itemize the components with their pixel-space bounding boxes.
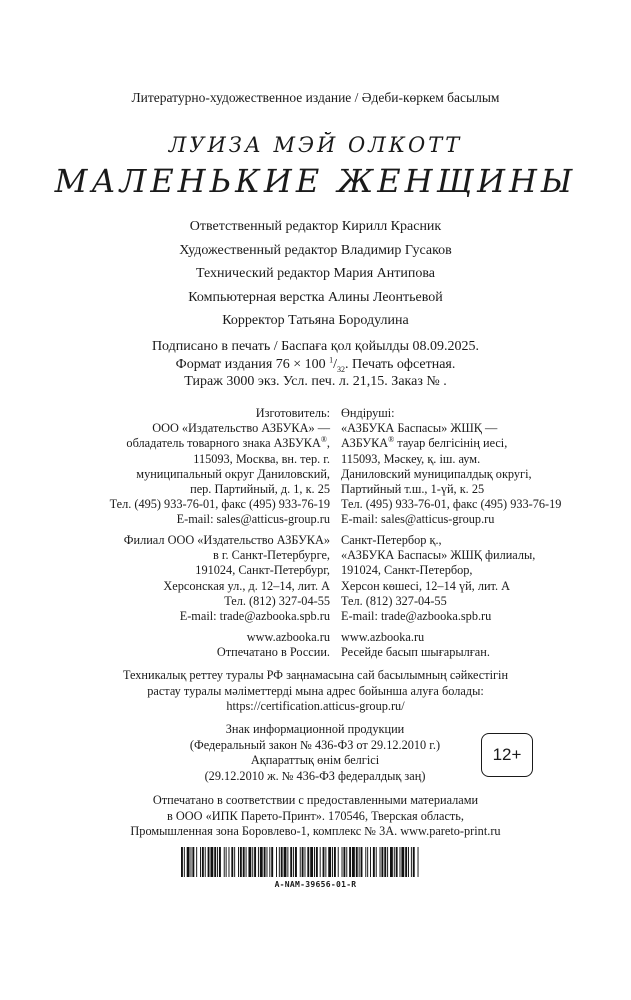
printer-line: Промышленная зона Боровлево-1, комплекс № 3А. www.pareto-print.ru (130, 824, 501, 838)
barcode-bar (352, 847, 355, 877)
barcode-bar (418, 847, 419, 877)
branch-line: Херсонская ул., д. 12–14, лит. А (163, 578, 330, 593)
barcode-bar (246, 847, 247, 877)
age-rating-badge: 12+ (481, 733, 533, 777)
barcode-number: A-NAM-39656-01-R (274, 880, 357, 889)
barcode-bar (234, 847, 235, 877)
trademark-suffix: тауар белгісінің иесі, (394, 436, 508, 451)
barcode-bar (359, 847, 360, 877)
barcode-bar (343, 847, 345, 877)
branch-line: 191024, Санкт-Петербор, (341, 563, 473, 578)
cert-line: Техникалық реттеу туралы РФ заңнамасына сай басылымның сәйкестігін (122, 668, 509, 682)
staff-line: Ответственный редактор Кирилл Красник (189, 219, 442, 234)
barcode-bar (258, 847, 259, 877)
email-line: E-mail: sales@atticus-group.ru (341, 512, 495, 527)
cert-url[interactable]: https://certification.atticus-group.ru/ (226, 699, 405, 713)
manufacturer-block (90, 406, 590, 531)
branch-line: «АЗБУКА Баспасы» ЖШҚ филиалы, (341, 548, 536, 563)
barcode-bar (202, 847, 204, 877)
barcode-bar (238, 847, 239, 877)
barcode-bar (302, 847, 304, 877)
barcode-bar (281, 847, 283, 877)
barcode-bar (390, 847, 393, 877)
barcode-bar (320, 847, 321, 877)
title-lettering (0, 160, 631, 200)
barcode-bar (196, 847, 197, 877)
barcode-bar (287, 847, 288, 877)
address-line: 115093, Мәскеу, қ. іш. аум. (341, 451, 481, 466)
trademark-text: обладатель товарного знака АЗБУКА (126, 436, 321, 451)
barcode-bar (254, 847, 256, 877)
svg-text:Маленькие женщины: Маленькие женщины (54, 162, 577, 200)
barcode-bar (314, 847, 315, 877)
barcode-bar (325, 847, 326, 877)
trademark-suffix: , (326, 436, 330, 451)
printer-line: Отпечатано в соответствии с предоставленными материалами (152, 793, 479, 807)
barcode-bar (408, 847, 409, 877)
staff-line: Художественный редактор Владимир Гусаков (179, 242, 452, 258)
branch-block (90, 533, 590, 628)
staff-line: Компьютерная верстка Алины Леонтьевой (188, 289, 443, 305)
barcode-bar (338, 847, 339, 877)
barcode-bar (323, 847, 325, 877)
barcode-bar (370, 847, 371, 877)
printer-info (0, 793, 631, 840)
barcode-bar (305, 847, 306, 877)
address-line: Даниловский муниципалдық округі, (341, 466, 532, 481)
trademark-text: АЗБУКА (341, 436, 389, 451)
book-title (0, 160, 631, 209)
editorial-staff (0, 215, 631, 333)
website-link[interactable]: www.azbooka.ru (246, 630, 330, 644)
barcode-bar (210, 847, 213, 877)
barcode-bar (217, 847, 218, 877)
barcode-bar (346, 847, 347, 877)
trademark-line (341, 436, 601, 451)
barcode (181, 847, 419, 877)
phone-line: Тел. (812) 327-04-55 (224, 593, 330, 608)
branch-line: Санкт-Петербор қ., (341, 533, 442, 547)
registered-mark: ® (388, 435, 395, 445)
barcode-bar (252, 847, 253, 877)
barcode-bar (376, 847, 377, 877)
barcode-bar (276, 847, 277, 877)
print-details (0, 338, 631, 391)
info-line: (29.12.2010 ж. № 436-ФЗ федералдық заң) (204, 768, 426, 783)
info-line: Ақпараттық өнім белгісі (250, 753, 380, 767)
branch-line: Филиал ООО «Издательство АЗБУКА» (123, 533, 330, 547)
barcode-bar (243, 847, 245, 877)
barcode-bar (240, 847, 242, 877)
barcode-bar (413, 847, 415, 877)
website-ru (90, 630, 330, 660)
barcode-bar (367, 847, 368, 877)
address-line: пер. Партийный, д. 1, к. 25 (190, 482, 330, 497)
trademark-line (90, 436, 330, 451)
barcode-bar (248, 847, 251, 877)
barcode-bar (295, 847, 297, 877)
barcode-bar (284, 847, 287, 877)
barcode-bar (219, 847, 221, 877)
barcode-bar (293, 847, 294, 877)
manufacturer-heading: Изготовитель: (255, 406, 330, 420)
edition-type: Литературно-художественное издание / Әдеби-көркем басылым (131, 90, 500, 105)
barcode-bar (361, 847, 363, 877)
email-line: E-mail: trade@azbooka.spb.ru (179, 609, 330, 624)
barcode-bar (224, 847, 225, 877)
barcode-bar (229, 847, 230, 877)
information-sign (160, 722, 470, 784)
barcode-bar (349, 847, 351, 877)
barcode-bar (271, 847, 273, 877)
run-line: Тираж 3000 экз. Усл. печ. л. 21,15. Заказ № . (184, 374, 447, 389)
branch-ru (90, 533, 330, 624)
info-line: (Федеральный закон № 436-ФЗ от 29.12.2010 г.) (189, 737, 441, 752)
website-link[interactable]: www.azbooka.ru (341, 630, 425, 644)
barcode-bar (187, 847, 190, 877)
signed-line: Подписано в печать / Баспаға қол қойылды 08.09.2025. (151, 339, 480, 354)
barcode-bar (269, 847, 270, 877)
staff-line: Корректор Татьяна Бородулина (222, 313, 409, 328)
printed-in-note: Ресейде басып шығарылған. (341, 645, 490, 660)
svg-text:Луиза Мэй Олкотт: Луиза Мэй Олкотт (168, 133, 463, 157)
website-block (90, 630, 590, 664)
email-line: E-mail: sales@atticus-group.ru (176, 512, 330, 527)
branch-line: Херсон көшесі, 12–14 үй, лит. А (341, 578, 511, 593)
phone-line: Тел. (495) 933-76-01, факс (495) 933-76-19 (341, 497, 562, 512)
barcode-bar (200, 847, 201, 877)
barcode-bar (205, 847, 206, 877)
barcode-bar (231, 847, 233, 877)
author-lettering (0, 132, 631, 158)
branch-line: в г. Санкт-Петербурге, (212, 548, 330, 563)
address-line: 115093, Москва, вн. тер. г. (193, 451, 330, 466)
barcode-bar (405, 847, 407, 877)
certification-note (0, 668, 631, 715)
barcode-bar (300, 847, 301, 877)
printer-line: в ООО «ИПК Парето-Принт». 170546, Тверская область, (167, 808, 464, 823)
barcode-bar (332, 847, 333, 877)
barcode-bar (316, 847, 318, 877)
barcode-bar (401, 847, 404, 877)
website-kz (341, 630, 601, 660)
barcode-bar (400, 847, 401, 877)
manufacturer-heading: Өндіруші: (341, 406, 395, 420)
barcode-bar (310, 847, 313, 877)
barcode-bar (394, 847, 395, 877)
barcode-bar (191, 847, 192, 877)
format-prefix: Формат издания 76 × 100 (175, 356, 326, 372)
manufacturer-org: ООО «Издательство АЗБУКА» — (152, 421, 330, 436)
barcode-bar (214, 847, 216, 877)
barcode-bar (411, 847, 412, 877)
barcode-bar (387, 847, 388, 877)
barcode-bar (264, 847, 266, 877)
barcode-bar (380, 847, 381, 877)
barcode-bar (226, 847, 227, 877)
barcode-bar (184, 847, 185, 877)
barcode-bar (384, 847, 386, 877)
barcode-bar (290, 847, 292, 877)
manufacturer-kz (341, 406, 601, 528)
staff-line: Технический редактор Мария Антипова (196, 266, 435, 281)
barcode-bar (342, 847, 343, 877)
barcode-bar (307, 847, 309, 877)
address-line: Партийный т.ш., 1-үй, к. 25 (341, 482, 485, 497)
format-line: Формат издания 76 × 100 $^1/_{32}$. Печать офсетная. (175, 354, 456, 374)
phone-line: Тел. (495) 933-76-01, факс (495) 933-76-19 (109, 497, 330, 512)
branch-kz (341, 533, 601, 624)
barcode-bar (356, 847, 358, 877)
barcode-bar (328, 847, 331, 877)
registered-mark: ® (320, 435, 327, 445)
format-suffix: . Печать офсетная. (345, 356, 456, 372)
printed-in-note: Отпечатано в России. (216, 645, 330, 660)
barcode-bar (267, 847, 268, 877)
barcode-bar (396, 847, 398, 877)
format-numerator: 1 (329, 354, 334, 364)
barcode-bar (260, 847, 263, 877)
manufacturer-ru (90, 406, 330, 528)
cert-line: растау туралы мәліметтерді мына адрес бойынша алуға болады: (147, 683, 484, 698)
barcode-bar (279, 847, 280, 877)
barcode-bar (208, 847, 210, 877)
barcode-bar (373, 847, 375, 877)
manufacturer-org: «АЗБУКА Баспасы» ЖШҚ — (341, 421, 498, 436)
barcode-bar (181, 847, 183, 877)
email-line: E-mail: trade@azbooka.spb.ru (341, 609, 492, 624)
barcode-bar (192, 847, 194, 877)
barcode-bar (334, 847, 336, 877)
barcode-bar (381, 847, 383, 877)
phone-line: Тел. (812) 327-04-55 (341, 593, 447, 608)
branch-line: 191024, Санкт-Петербург, (195, 563, 330, 578)
barcode-bar (365, 847, 366, 877)
info-line: Знак информационной продукции (225, 722, 405, 736)
format-denominator: 32 (337, 364, 346, 374)
address-line: муниципальный округ Даниловский, (136, 466, 330, 481)
